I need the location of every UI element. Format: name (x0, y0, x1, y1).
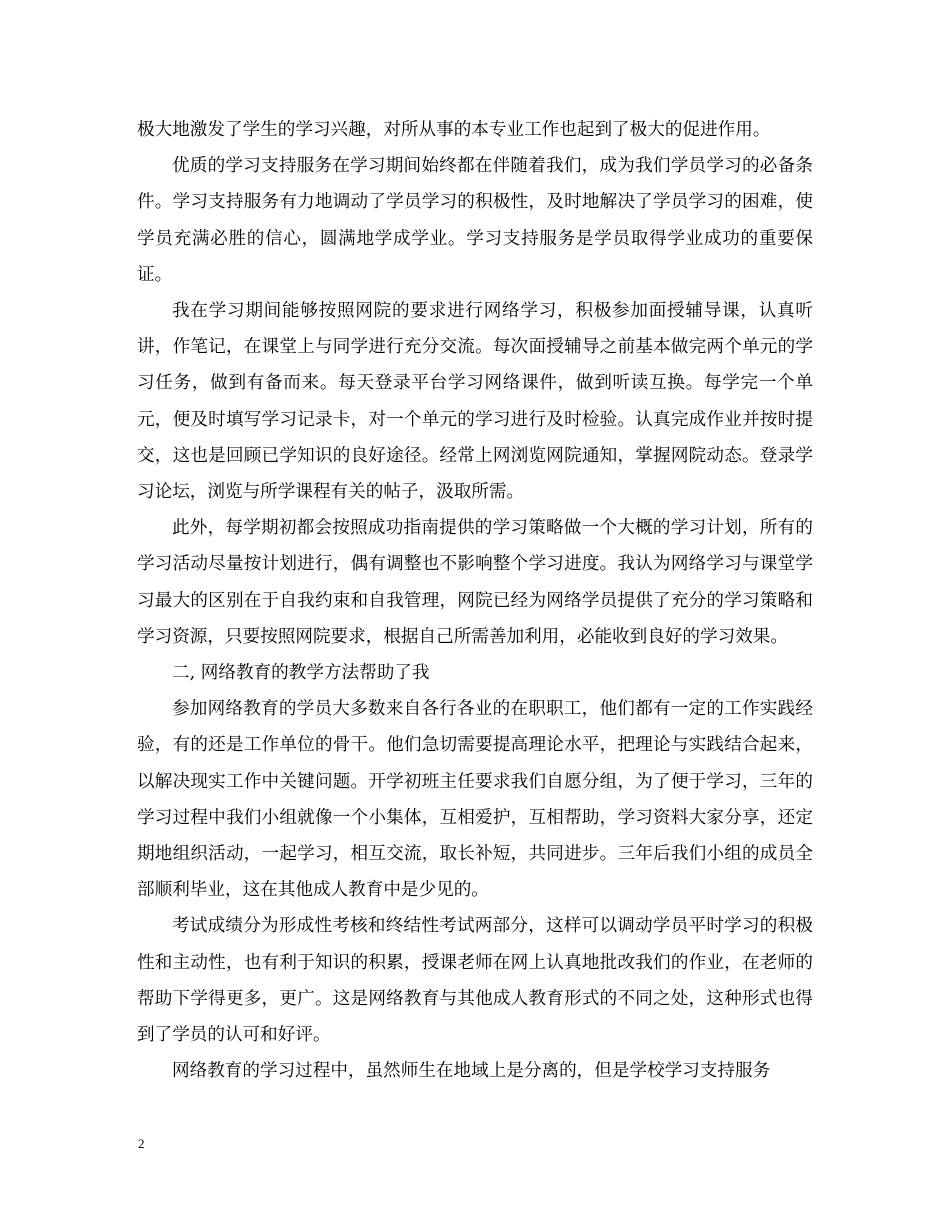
paragraph-7: 网络教育的学习过程中，虽然师生在地域上是分离的，但是学校学习支持服务 (172, 1061, 771, 1082)
paragraph-6: 考试成绩分为形成性考核和终结性考试两部分，这样可以调动学员平时学习的积极性和主动性，也有利于知识的积累，授课老师在网上认真地批改我们的作业，在老师的帮助下学得更多，更广。这是网络教育与其他成人教育形式的不同之处，这种形式也得到了学员的认可和好评。 (137, 916, 813, 1046)
paragraph-4: 此外，每学期初都会按照成功指南提供的学习策略做一个大概的学习计划，所有的学习活动尽量按计划进行，偶有调整也不影响整个学习进度。我认为网络学习与课堂学习最大的区别在于自我约束和自我管理，网院已经为网络学员提供了充分的学习策略和学习资源，只要按照网院要求，根据自己所需善加利用，必能收到良好的学习效果。 (137, 518, 813, 647)
paragraph-3: 我在学习期间能够按照网院的要求进行网络学习，积极参加面授辅导课，认真听讲，作笔记，在课堂上与同学进行充分交流。每次面授辅导之前基本做完两个单元的学习任务，做到有备而来。每天登录平台学习网络课件，做到听读互换。每学完一个单元，便及时填写学习记录卡，对一个单元的学习进行及时检验。认真完成作业并按时提交，这也是回顾已学知识的良好途径。经常上网浏览网院通知，掌握网院动态。登录学习论坛，浏览与所学课程有关的帖子，汲取所需。 (137, 301, 813, 503)
paragraph-5: 参加网络教育的学员大多数来自各行各业的在职职工，他们都有一定的工作实践经验，有的还是工作单位的骨干。他们急切需要提高理论水平，把理论与实践结合起来，以解决现实工作中关键问题。开学初班主任要求我们自愿分组，为了便于学习，三年的学习过程中我们小组就像一个小集体，互相爱护，互相帮助，学习资料大家分享，还定期地组织活动，一起学习，相互交流，取长补短，共同进步。三年后我们小组的成员全部顺利毕业，这在其他成人教育中是少见的。 (137, 699, 813, 901)
section-heading: 二, 网络教育的教学方法帮助了我 (172, 663, 430, 684)
paragraph-2: 优质的学习支持服务在学习期间始终都在伴随着我们，成为我们学员学习的必备条件。学习支持服务有力地调动了学员学习的积极性，及时地解决了学员学习的困难，使学员充满必胜的信心，圆满地学成学业。学习支持服务是学员取得学业成功的重要保证。 (137, 156, 813, 285)
paragraph-1: 极大地激发了学生的学习兴趣，对所从事的本专业工作也起到了极大的促进作用。 (137, 120, 771, 140)
body-text (137, 112, 813, 1089)
page-number: 2 (138, 1136, 145, 1151)
